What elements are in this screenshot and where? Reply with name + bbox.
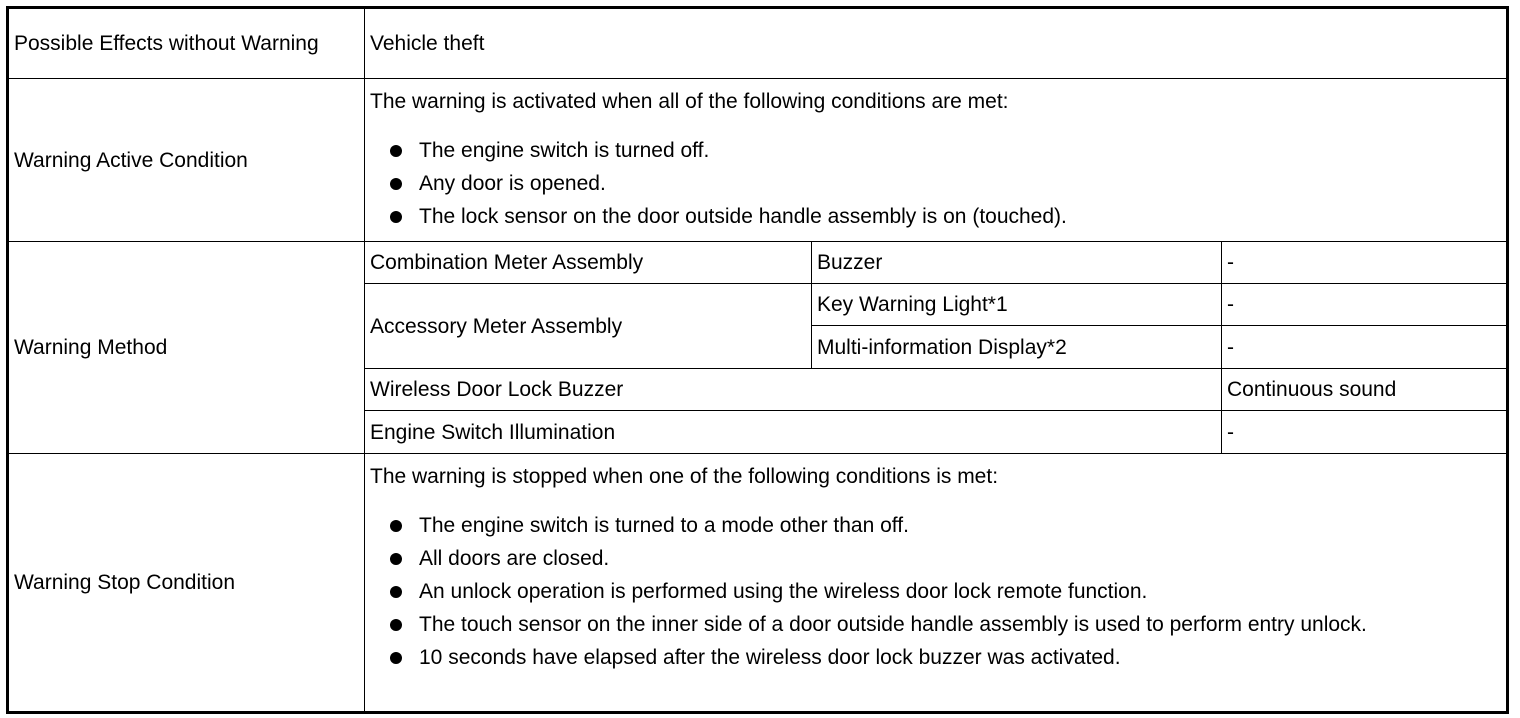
active-condition-intro: The warning is activated when all of the following conditions are met:	[370, 90, 1009, 113]
warning-spec-table	[6, 6, 1509, 714]
engine-illum-value: -	[1222, 411, 1508, 454]
bullet-icon	[390, 586, 402, 598]
multi-info-display-device: Multi-information Display*2	[812, 326, 1222, 369]
key-warning-light-value: -	[1222, 284, 1508, 326]
list-item: Any door is opened.	[370, 167, 1501, 200]
list-item: The touch sensor on the inner side of a door outside handle assembly is used to perform entry unlock.	[370, 608, 1501, 641]
warning-method-label: Warning Method	[8, 242, 365, 454]
active-condition-cell	[365, 79, 1508, 242]
bullet-icon	[390, 145, 402, 157]
list-item: The engine switch is turned to a mode other than off.	[370, 509, 1501, 542]
bullet-icon	[390, 178, 402, 190]
wireless-buzzer-label: Wireless Door Lock Buzzer	[365, 369, 1222, 411]
stop-condition-intro: The warning is stopped when one of the following conditions is met:	[370, 465, 999, 488]
row-possible-effects	[8, 8, 1508, 79]
stop-condition-cell	[365, 454, 1508, 713]
combination-meter-value: -	[1222, 242, 1508, 284]
key-warning-light-device: Key Warning Light*1	[812, 284, 1222, 326]
list-item: 10 seconds have elapsed after the wireless door lock buzzer was activated.	[370, 641, 1501, 674]
wireless-buzzer-value: Continuous sound	[1222, 369, 1508, 411]
list-item: The engine switch is turned off.	[370, 134, 1501, 167]
engine-illum-label: Engine Switch Illumination	[365, 411, 1222, 454]
list-item: The lock sensor on the door outside handle assembly is on (touched).	[370, 200, 1501, 233]
row-stop-condition	[8, 454, 1508, 713]
possible-effects-value: Vehicle theft	[365, 8, 1508, 79]
multi-info-display-value: -	[1222, 326, 1508, 369]
bullet-icon	[390, 553, 402, 565]
active-condition-label: Warning Active Condition	[8, 79, 365, 242]
bullet-icon	[390, 520, 402, 532]
row-active-condition	[8, 79, 1508, 242]
stop-condition-label: Warning Stop Condition	[8, 454, 365, 713]
active-condition-list	[370, 134, 1501, 233]
accessory-meter-label: Accessory Meter Assembly	[365, 284, 812, 369]
bullet-icon	[390, 211, 402, 223]
bullet-icon	[390, 652, 402, 664]
stop-condition-list	[370, 509, 1501, 674]
possible-effects-label: Possible Effects without Warning	[8, 8, 365, 79]
list-item: All doors are closed.	[370, 542, 1501, 575]
row-method-combination	[8, 242, 1508, 284]
bullet-icon	[390, 619, 402, 631]
list-item: An unlock operation is performed using the wireless door lock remote function.	[370, 575, 1501, 608]
combination-meter-device: Buzzer	[812, 242, 1222, 284]
combination-meter-label: Combination Meter Assembly	[365, 242, 812, 284]
